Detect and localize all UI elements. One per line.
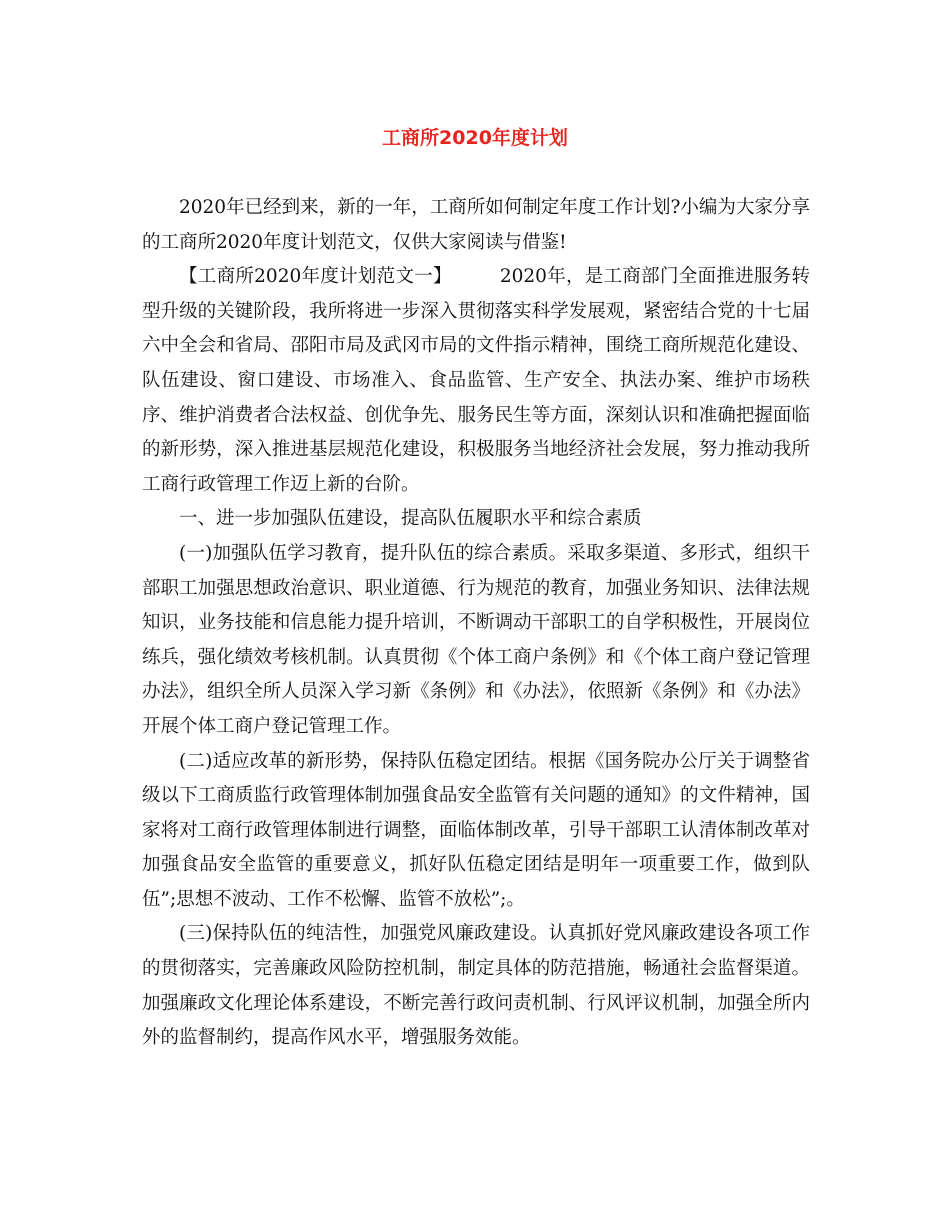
section-paragraph	[142, 260, 810, 502]
heading-1: 一、进一步加强队伍建设，提高队伍履职水平和综合素质	[179, 508, 642, 530]
document-body	[142, 191, 810, 1056]
item-1-paragraph: (一)加强队伍学习教育，提升队伍的综合素质。采取多渠道、多形式，组织干部职工加强思想政治意识、职业道德、行为规范的教育，加强业务知识、法律法规知识，业务技能和信息能力提升培训，不断调动干部职工的自学积极性，开展岗位练兵，强化绩效考核机制。认真贯彻《个体工商户条例》和《个体工商户登记管理办法》，组织全所人员深入学习新《条例》和《办法》，依照新《条例》和《办法》开展个体工商户登记管理工作。	[142, 542, 810, 737]
section-label: 【工商所2020年度计划范文一】	[179, 266, 452, 288]
section-text: 2020年，是工商部门全面推进服务转型升级的关键阶段，我所将进一步深入贯彻落实科学发展观，紧密结合党的十七届六中全会和省局、邵阳市局及武冈市局的文件指示精神，围绕工商所规范化建设、队伍建设、窗口建设、市场准入、食品监管、生产安全、执法办案、维护市场秩序、维护消费者合法权益、创优争先、服务民生等方面，深刻认识和准确把握面临的新形势，深入推进基层规范化建设，积极服务当地经济社会发展，努力推动我所工商行政管理工作迈上新的台阶。	[142, 266, 810, 495]
item-3-paragraph: (三)保持队伍的纯洁性，加强党风廉政建设。认真抓好党风廉政建设各项工作的贯彻落实，完善廉政风险防控机制，制定具体的防范措施，畅通社会监督渠道。加强廉政文化理论体系建设，不断完善行政问责机制、行风评议机制，加强全所内外的监督制约，提高作风水平，增强服务效能。	[142, 923, 810, 1049]
intro-paragraph: 2020年已经到来，新的一年，工商所如何制定年度工作计划?小编为大家分享的工商所2020年度计划范文，仅供大家阅读与借鉴!	[142, 197, 810, 253]
document-title: 工商所2020年度计划	[382, 127, 568, 149]
item-2-paragraph: (二)适应改革的新形势，保持队伍稳定团结。根据《国务院办公厅关于调整省级以下工商质监行政管理体制加强食品安全监管有关问题的通知》的文件精神，国家将对工商行政管理体制进行调整，面临体制改革，引导干部职工认清体制改革对加强食品安全监管的重要意义，抓好队伍稳定团结是明年一项重要工作，做到队伍”;思想不波动、工作不松懈、监管不放松”;。	[142, 750, 810, 910]
